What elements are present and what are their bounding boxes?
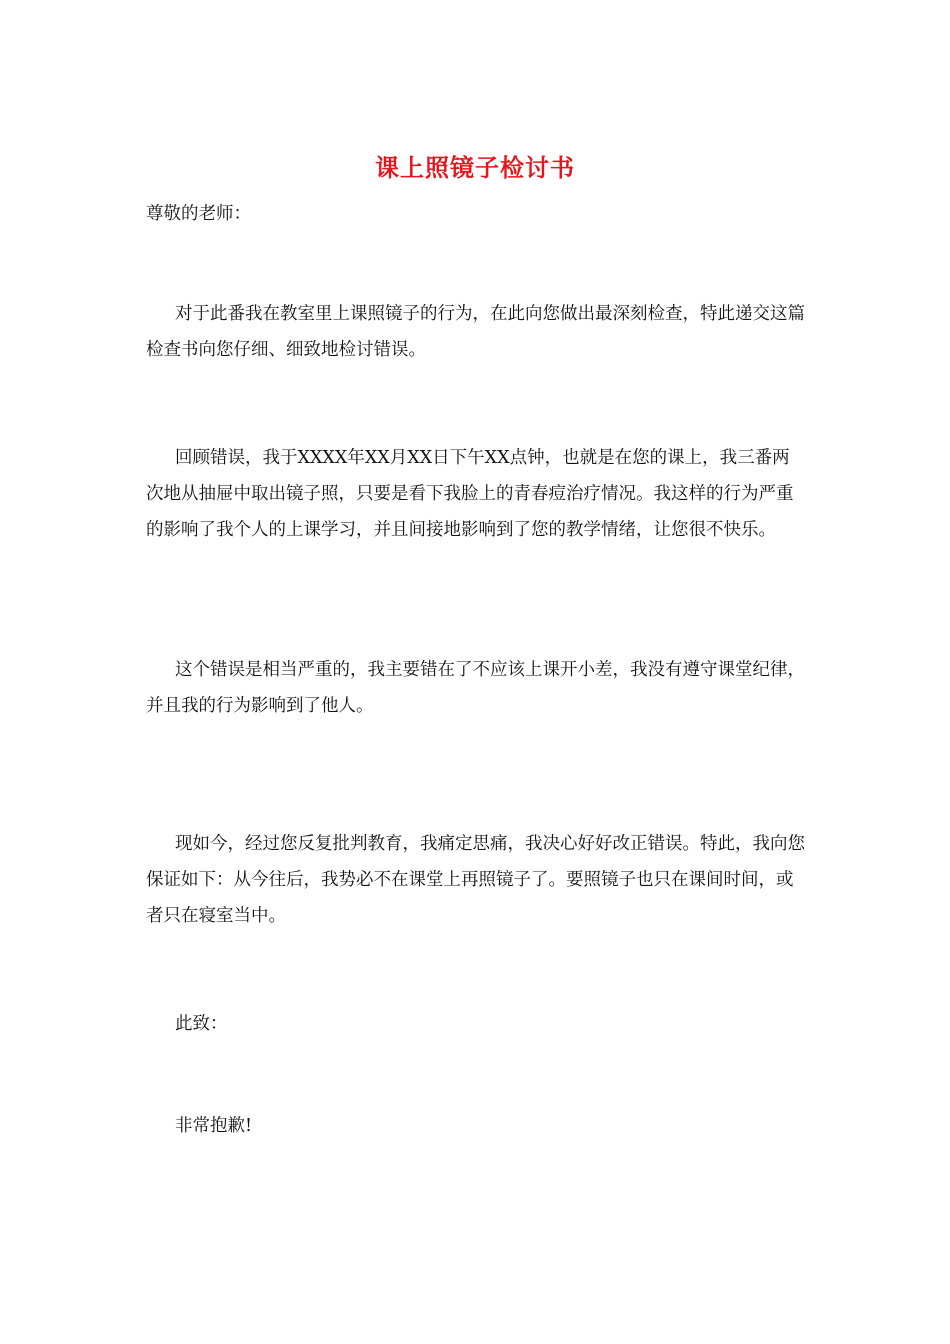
document-title: 课上照镜子检讨书 — [375, 153, 575, 182]
paragraph-2: 回顾错误，我于XXXX年XX月XX日下午XX点钟，也就是在您的课上，我三番两次地从抽屉中取出镜子照，只要是看下我脸上的青春痘治疗情况。我这样的行为严重的影响了我个人的上课学习，并且间接地影响到了您的教学情绪，让您很不快乐。 — [146, 448, 794, 540]
paragraph-4: 现如今，经过您反复批判教育，我痛定思痛，我决心好好改正错误。特此，我向您保证如下：从今往后，我势必不在课堂上再照镜子了。要照镜子也只在课间时间，或者只在寝室当中。 — [146, 834, 805, 926]
greeting: 尊敬的老师： — [146, 204, 251, 224]
paragraph-3: 这个错误是相当严重的，我主要错在了不应该上课开小差，我没有遵守课堂纪律，并且我的行为影响到了他人。 — [146, 660, 805, 716]
apology-line: 非常抱歉! — [175, 1116, 253, 1136]
closing-line: 此致： — [175, 1014, 228, 1034]
paragraph-1: 对于此番我在教室里上课照镜子的行为，在此向您做出最深刻检查，特此递交这篇检查书向您仔细、细致地检讨错误。 — [146, 304, 805, 360]
